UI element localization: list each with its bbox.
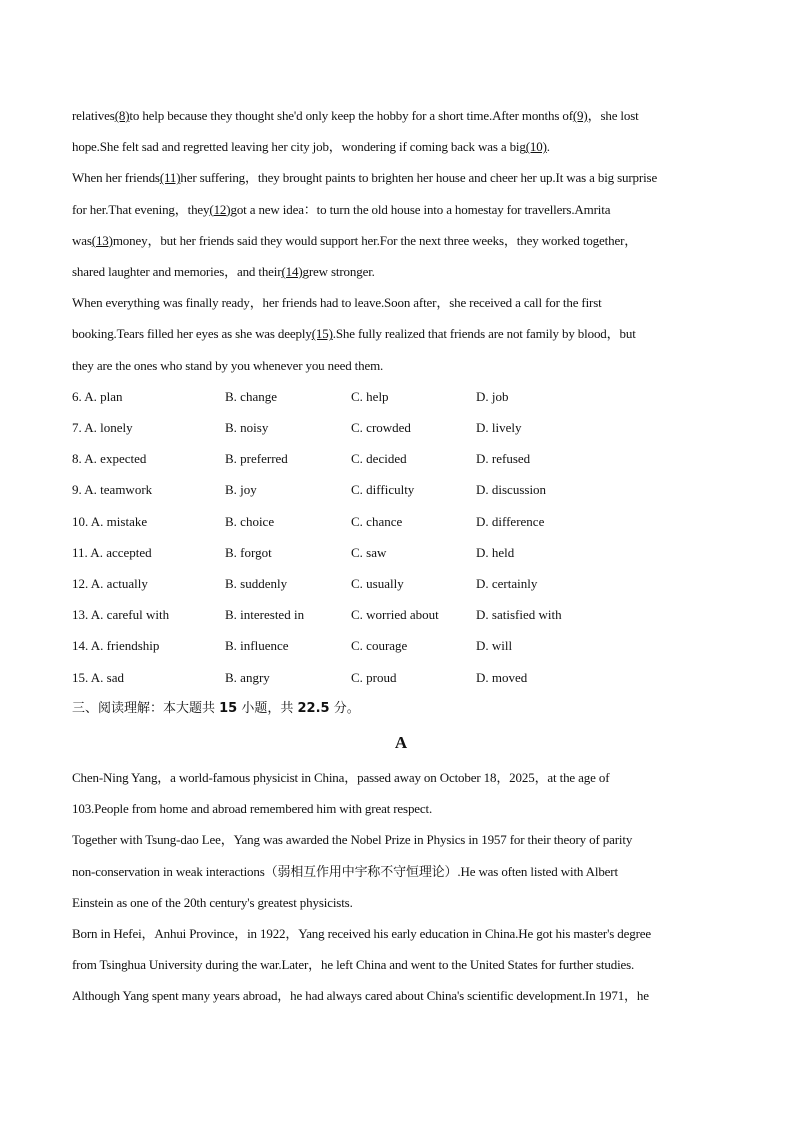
question-row-7 bbox=[72, 412, 732, 443]
question-row-9 bbox=[72, 474, 732, 505]
option-c[interactable]: C. help bbox=[351, 388, 389, 404]
cloze-line bbox=[72, 256, 732, 287]
option-b[interactable]: B. preferred bbox=[225, 451, 288, 467]
option-c[interactable]: C. worried about bbox=[351, 607, 439, 623]
option-a[interactable]: 12. A. actually bbox=[72, 575, 148, 591]
option-c[interactable]: C. decided bbox=[351, 451, 407, 467]
text-segment: was bbox=[72, 232, 92, 248]
option-b[interactable]: B. influence bbox=[225, 638, 289, 654]
option-a[interactable]: 9. A. teamwork bbox=[72, 482, 153, 498]
option-d[interactable]: D. will bbox=[476, 638, 513, 654]
total-score: 22.5 bbox=[297, 700, 330, 716]
option-a[interactable]: 6. A. plan bbox=[72, 388, 123, 404]
option-b[interactable]: B. noisy bbox=[225, 420, 269, 436]
option-b[interactable]: B. interested in bbox=[225, 607, 305, 623]
option-c[interactable]: C. usually bbox=[351, 575, 404, 591]
cloze-passage bbox=[72, 100, 732, 381]
option-c[interactable]: C. chance bbox=[351, 513, 403, 529]
passage-line: Einstein as one of the 20th century's greatest physicists. bbox=[72, 894, 353, 910]
option-d[interactable]: D. refused bbox=[476, 451, 531, 467]
text-segment: to help because they thought she'd only keep the hobby for a short time.After months of bbox=[129, 108, 573, 123]
text-segment: money，but her friends said they would support her.For the next three weeks，they worked together， bbox=[112, 232, 638, 248]
question-row-10 bbox=[72, 506, 732, 537]
option-b[interactable]: B. joy bbox=[225, 482, 257, 498]
text-segment: booking.Tears filled her eyes as she was deeply bbox=[72, 326, 312, 342]
text-segment: her suffering，they brought paints to brighten her house and cheer her up.It was a big surprise bbox=[180, 170, 658, 186]
blank-13: (13) bbox=[91, 232, 113, 248]
option-d[interactable]: D. satisfied with bbox=[476, 607, 562, 623]
option-c[interactable]: C. saw bbox=[351, 544, 387, 560]
passage-line: from Tsinghua University during the war.Later，he left China and went to the United States for further studies. bbox=[72, 957, 635, 973]
cloze-line bbox=[72, 100, 732, 131]
text-segment: relatives bbox=[72, 108, 115, 123]
passage-line: Chen-Ning Yang，a world-famous physicist in China，passed away on October 18，2025，at the age of bbox=[72, 769, 610, 785]
text-segment: they are the ones who stand by you whenever you need them. bbox=[72, 357, 384, 373]
passage-line: non-conservation in weak interactions（弱相互作用中宇称不守恒理论）.He was often listed with Albert bbox=[72, 863, 618, 879]
option-a[interactable]: 14. A. friendship bbox=[72, 638, 160, 654]
section-heading bbox=[72, 693, 732, 724]
option-a[interactable]: 11. A. accepted bbox=[72, 544, 152, 560]
blank-15: (15) bbox=[311, 326, 333, 342]
option-b[interactable]: B. forgot bbox=[225, 544, 272, 560]
option-d[interactable]: D. job bbox=[476, 388, 509, 404]
blank-12: (12) bbox=[209, 201, 231, 217]
passage-line: Born in Hefei，Anhui Province，in 1922，Yang received his early education in China.He got his master's degree bbox=[72, 925, 652, 941]
blank-14: (14) bbox=[281, 264, 303, 280]
blank-10: (10) bbox=[525, 139, 547, 155]
blank-9: (9) bbox=[572, 108, 588, 123]
passage-line: Although Yang spent many years abroad，he had always cared about China's scientific development.In 1971，he bbox=[72, 988, 649, 1004]
option-d[interactable]: D. held bbox=[476, 544, 515, 560]
option-d[interactable]: D. discussion bbox=[476, 482, 547, 498]
text-segment: . bbox=[546, 139, 550, 155]
option-a[interactable]: 10. A. mistake bbox=[72, 513, 148, 529]
option-a[interactable]: 8. A. expected bbox=[72, 451, 147, 467]
cloze-line bbox=[72, 194, 732, 225]
option-d[interactable]: D. lively bbox=[476, 420, 522, 436]
section-heading-text: 小题，共 bbox=[237, 700, 298, 716]
option-b[interactable]: B. change bbox=[225, 388, 277, 404]
text-segment: for her.That evening，they bbox=[72, 201, 210, 217]
option-d[interactable]: D. moved bbox=[476, 669, 528, 685]
exam-page bbox=[72, 100, 732, 1012]
cloze-line bbox=[72, 287, 732, 318]
text-segment: When her friends bbox=[72, 170, 160, 186]
passage-line: 103.People from home and abroad remembered him with great respect. bbox=[72, 801, 433, 817]
text-segment: shared laughter and memories，and their bbox=[72, 264, 282, 280]
cloze-line bbox=[72, 318, 732, 349]
question-row-12 bbox=[72, 568, 732, 599]
option-a[interactable]: 7. A. lonely bbox=[72, 420, 133, 436]
text-segment: ，she lost bbox=[587, 108, 639, 123]
passage-line: Together with Tsung-dao Lee，Yang was awarded the Nobel Prize in Physics in 1957 for their theory of parity bbox=[72, 832, 633, 848]
option-c[interactable]: C. crowded bbox=[351, 420, 411, 436]
option-b[interactable]: B. choice bbox=[225, 513, 275, 529]
question-row-6 bbox=[72, 381, 732, 412]
option-b[interactable]: B. angry bbox=[225, 669, 270, 685]
reading-passage bbox=[72, 762, 732, 1012]
option-d[interactable]: D. difference bbox=[476, 513, 545, 529]
cloze-line bbox=[72, 162, 732, 193]
blank-11: (11) bbox=[159, 170, 181, 186]
question-row-14 bbox=[72, 630, 732, 661]
option-a[interactable]: 13. A. careful with bbox=[72, 607, 170, 623]
cloze-line bbox=[72, 131, 732, 162]
text-segment: got a new idea：to turn the old house into a homestay for travellers.Amrita bbox=[230, 201, 611, 217]
cloze-line bbox=[72, 350, 732, 381]
option-d[interactable]: D. certainly bbox=[476, 575, 538, 591]
question-row-11 bbox=[72, 537, 732, 568]
text-segment: .She fully realized that friends are not family by blood，but bbox=[332, 326, 636, 342]
blank-8: (8) bbox=[114, 108, 130, 123]
question-row-13 bbox=[72, 599, 732, 630]
section-heading-text: 分。 bbox=[329, 700, 360, 716]
option-a[interactable]: 15. A. sad bbox=[72, 669, 124, 685]
cloze-line bbox=[72, 225, 732, 256]
question-row-15 bbox=[72, 662, 732, 693]
text-segment: hope.She felt sad and regretted leaving her city job，wondering if coming back was a big bbox=[72, 139, 526, 155]
text-segment: grew stronger. bbox=[302, 264, 375, 280]
question-row-8 bbox=[72, 443, 732, 474]
passage-title: A bbox=[394, 732, 408, 752]
option-b[interactable]: B. suddenly bbox=[225, 575, 288, 591]
option-c[interactable]: C. courage bbox=[351, 638, 408, 654]
section-heading-text: 三、阅读理解：本大题共 bbox=[72, 700, 220, 716]
option-c[interactable]: C. difficulty bbox=[351, 482, 415, 498]
question-count: 15 bbox=[219, 700, 238, 716]
option-c[interactable]: C. proud bbox=[351, 669, 397, 685]
answer-options bbox=[72, 381, 732, 693]
text-segment: When everything was finally ready，her friends had to leave.Soon after，she received a call for the first bbox=[72, 295, 602, 311]
